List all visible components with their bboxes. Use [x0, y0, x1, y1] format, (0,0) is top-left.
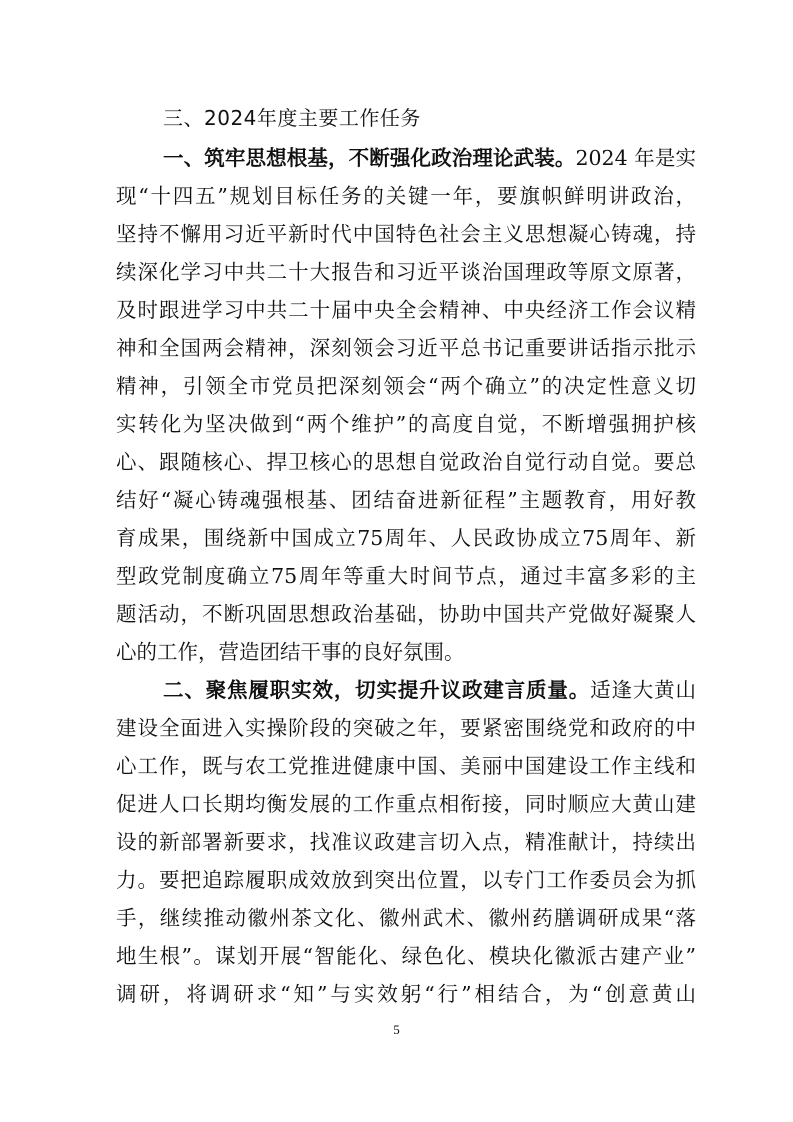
- section-heading: 三、2024年度主要工作任务: [163, 106, 421, 130]
- section2-line-6: 手，继续推动徽州茶文化、徽州武术、徽州药膳调研成果“落: [116, 906, 696, 930]
- section1-line-4: 及时跟进学习中共二十届中央全会精神、中央经济工作会议精: [116, 298, 696, 322]
- section1-line-12: 题活动，不断巩固思想政治基础，协助中国共产党做好凝聚人: [116, 602, 696, 626]
- section1-line-8: 心、跟随核心、捍卫核心的思想自觉政治自觉行动自觉。要总: [116, 450, 696, 474]
- section1-line-2: 坚持不懈用习近平新时代中国特色社会主义思想凝心铸魂，持: [116, 222, 696, 246]
- section1-line-0: 2024 年是实: [575, 146, 697, 170]
- section2-title: 二、聚焦履职实效，切实提升议政建言质量。: [163, 678, 591, 702]
- section1-line-5: 神和全国两会精神，深刻领会习近平总书记重要讲话指示批示: [116, 336, 696, 360]
- section1-line-7: 实转化为坚决做到“两个维护”的高度自觉，不断增强拥护核: [116, 412, 696, 436]
- section1-line-13: 心的工作，营造团结干事的良好氛围。: [116, 640, 465, 664]
- section1-title: 一、筑牢思想根基，不断强化政治理论武装。: [163, 146, 576, 170]
- section1-line-6: 精神，引领全市党员把深刻领会“两个确立”的决定性意义切: [116, 374, 696, 398]
- section2-line-0: 适逢大黄山: [590, 678, 697, 702]
- paragraph-line: [163, 674, 696, 706]
- section2-line-1: 建设全面进入实操阶段的突破之年，要紧密围绕党和政府的中: [116, 716, 696, 740]
- section1-line-1: 现“十四五”规划目标任务的关键一年，要旗帜鲜明讲政治，: [116, 184, 696, 208]
- section2-line-4: 设的新部署新要求，找准议政建言切入点，精准献计，持续出: [116, 830, 696, 854]
- section2-line-5: 力。要把追踪履职成效放到突出位置，以专门工作委员会为抓: [116, 868, 696, 892]
- section2-line-2: 心工作，既与农工党推进健康中国、美丽中国建设工作主线和: [116, 754, 696, 778]
- paragraph-line: [163, 142, 696, 174]
- section2-line-8: 调研，将调研求“知”与实效躬“行”相结合，为“创意黄山: [116, 982, 696, 1006]
- section2-line-7: 地生根”。谋划开展“智能化、绿色化、模块化徽派古建产业”: [116, 944, 696, 968]
- section1-line-10: 育成果，围绕新中国成立75周年、人民政协成立75周年、新: [116, 526, 696, 550]
- section1-line-3: 续深化学习中共二十大报告和习近平谈治国理政等原文原著，: [116, 260, 696, 284]
- section2-line-3: 促进人口长期均衡发展的工作重点相衔接，同时顺应大黄山建: [116, 792, 696, 816]
- section1-line-11: 型政党制度确立75周年等重大时间节点，通过丰富多彩的主: [116, 564, 696, 588]
- section1-line-9: 结好“凝心铸魂强根基、团结奋进新征程”主题教育，用好教: [116, 488, 696, 512]
- page-number: 5: [393, 1022, 400, 1037]
